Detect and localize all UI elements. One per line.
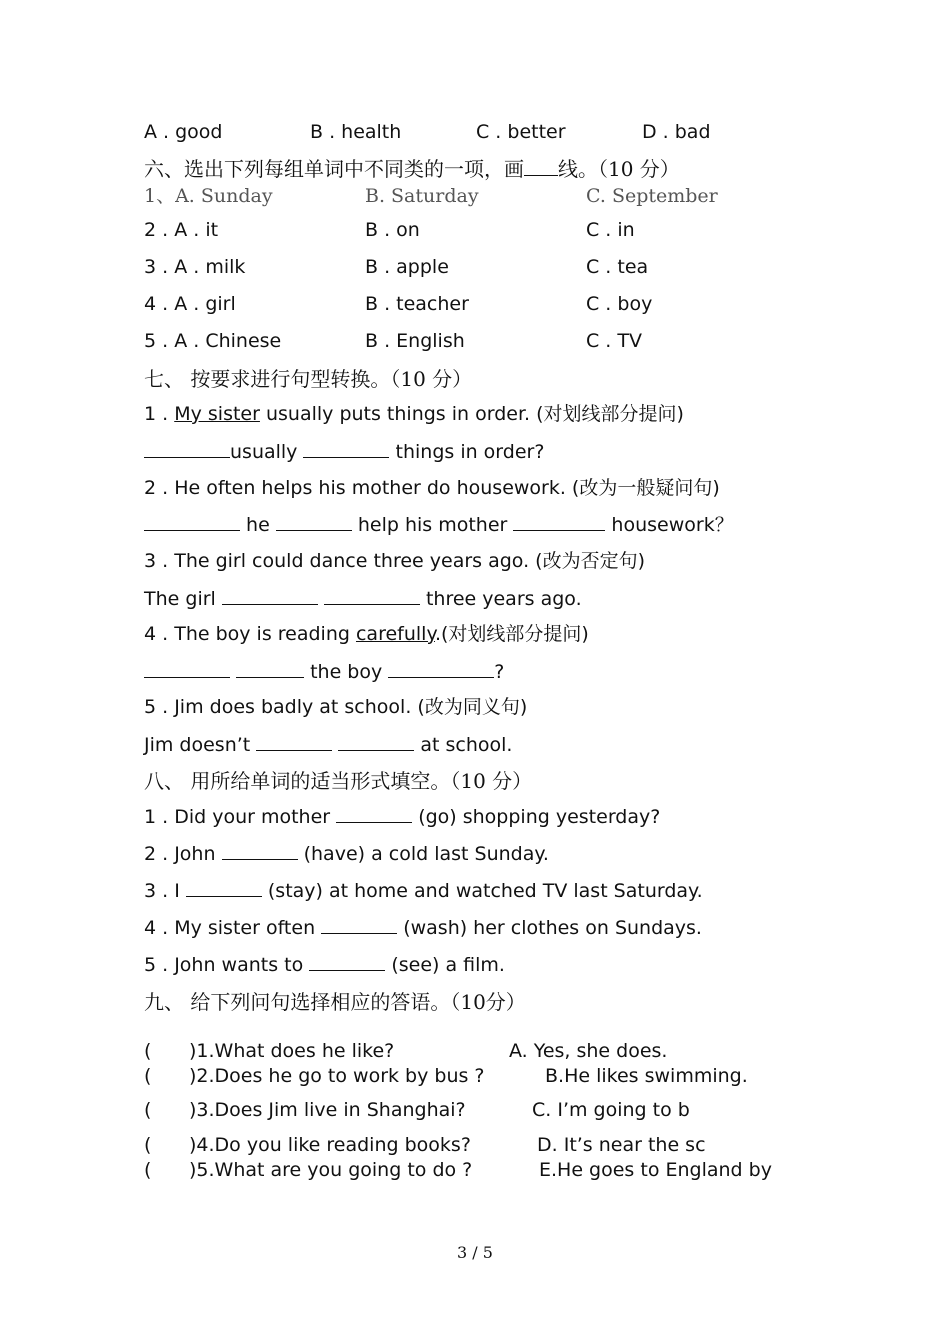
s6-row4-c: C . boy (586, 293, 653, 315)
section6-title-post: 线。（10 分） (558, 157, 680, 181)
answer-blank[interactable] (236, 659, 304, 678)
s7-a1-t2: things in order? (389, 441, 545, 463)
s8-item (144, 915, 702, 940)
section9-title: 九、 给下列问句选择相应的答语。（10分） (144, 990, 526, 1014)
s7-a1-t1: usually (230, 441, 304, 463)
s7-q5: 5 . Jim does badly at school. (改为同义句) (144, 696, 528, 718)
s8-item (144, 841, 549, 866)
s9-paren: ( (144, 1065, 152, 1087)
section6-title (144, 157, 680, 181)
s9-answer: C. I’m going to b (532, 1099, 690, 1121)
s7-q4 (144, 622, 589, 646)
s8-item3-post: (stay) at home and watched TV last Saturday. (261, 880, 703, 902)
s7-q1-rest: usually puts things in order. (对划线部分提问) (259, 403, 684, 425)
s9-answer: D. It’s near the sc (537, 1134, 706, 1156)
option-d: D . bad (642, 121, 711, 143)
option-c: C . better (476, 121, 566, 143)
s6-row3-a: 3 . A . milk (144, 256, 246, 278)
section8-title: 八、 用所给单词的适当形式填空。（10 分） (144, 769, 533, 793)
s8-item4-post: (wash) her clothes on Sundays. (397, 917, 702, 939)
s7-a4-t2: the boy (304, 661, 389, 683)
s9-question: )4.Do you like reading books? (189, 1134, 471, 1156)
s7-q4-underlined: carefully (355, 623, 435, 645)
s7-q1-underlined: My sister (174, 403, 260, 425)
s7-a2-t1: he (240, 514, 276, 536)
s8-item2-post: (have) a cold last Sunday. (297, 843, 549, 865)
s6-row1-b: B. Saturday (365, 185, 479, 207)
answer-blank[interactable] (388, 659, 494, 678)
s6-row2-c: C . in (586, 219, 635, 241)
answer-blank[interactable] (303, 439, 389, 458)
s7-a2-t2: help his mother (351, 514, 514, 536)
s8-item4-pre: 4 . My sister often (144, 917, 322, 939)
answer-blank[interactable] (144, 439, 230, 458)
s8-item1-pre: 1 . Did your mother (144, 806, 337, 828)
s8-item2-pre: 2 . John (144, 843, 222, 865)
s9-question: )3.Does Jim live in Shanghai? (189, 1099, 466, 1121)
s8-item (144, 878, 703, 903)
answer-blank[interactable] (144, 659, 230, 678)
s8-item5-pre: 5 . John wants to (144, 954, 310, 976)
s6-row4-a: 4 . A . girl (144, 293, 236, 315)
s7-a5-t1: Jim doesn’t (144, 734, 257, 756)
s7-q3: 3 . The girl could dance three years ago. (改为否定句) (144, 550, 645, 572)
answer-blank[interactable] (309, 952, 385, 971)
s6-row1-c: C. September (586, 185, 718, 207)
s7-a2 (144, 512, 734, 537)
s8-item5-post: (see) a film. (385, 954, 505, 976)
answer-blank[interactable] (256, 732, 332, 751)
s7-a5 (144, 732, 512, 757)
answer-blank[interactable] (321, 915, 397, 934)
s7-q1-num: 1 . (144, 403, 175, 425)
answer-blank[interactable] (513, 512, 605, 531)
s7-a4-t3: ? (494, 661, 505, 683)
option-a: A . good (144, 121, 223, 143)
s8-item (144, 804, 660, 829)
s8-item3-pre: 3 . I (144, 880, 186, 902)
s7-q1 (144, 402, 684, 426)
s6-row4-b: B . teacher (365, 293, 469, 315)
answer-blank[interactable] (338, 732, 414, 751)
s6-row1-a: 1、A. Sunday (144, 185, 273, 207)
s7-q2: 2 . He often helps his mother do housework. (改为一般疑问句) (144, 477, 720, 499)
s6-row5-b: B . English (365, 330, 465, 352)
s7-a3 (144, 586, 582, 611)
s9-question: )1.What does he like? (189, 1040, 395, 1062)
page-number: 3 / 5 (457, 1243, 493, 1262)
section7-title: 七、 按要求进行句型转换。（10 分） (144, 367, 473, 391)
s9-answer: E.He goes to England by (539, 1159, 772, 1181)
s6-row5-c: C . TV (586, 330, 642, 352)
s9-paren: ( (144, 1159, 152, 1181)
s8-item (144, 952, 505, 977)
s6-row3-c: C . tea (586, 256, 649, 278)
s9-paren: ( (144, 1099, 152, 1121)
answer-blank[interactable] (336, 804, 412, 823)
option-b: B . health (310, 121, 402, 143)
answer-blank[interactable] (186, 878, 262, 897)
s9-paren: ( (144, 1040, 152, 1062)
s9-answer: A. Yes, she does. (509, 1040, 668, 1062)
s7-a1 (144, 439, 544, 464)
s6-row3-b: B . apple (365, 256, 449, 278)
answer-blank[interactable] (324, 586, 420, 605)
section6-title-pre: 六、选出下列每组单词中不同类的一项，画 (144, 157, 524, 181)
s7-a2-t3: housework？ (605, 514, 734, 536)
title-blank (524, 157, 558, 176)
s7-a3-t3: three years ago. (419, 588, 582, 610)
s9-answer: B.He likes swimming. (545, 1065, 748, 1087)
s7-q4-rest: .(对划线部分提问) (434, 623, 589, 645)
answer-blank[interactable] (144, 512, 240, 531)
answer-blank[interactable] (276, 512, 352, 531)
answer-blank[interactable] (222, 586, 318, 605)
s7-q4-pre: 4 . The boy is reading (144, 623, 356, 645)
s9-paren: ( (144, 1134, 152, 1156)
s6-row2-a: 2 . A . it (144, 219, 219, 241)
answer-blank[interactable] (222, 841, 298, 860)
s8-item1-post: (go) shopping yesterday? (412, 806, 661, 828)
s9-question: )5.What are you going to do ? (189, 1159, 473, 1181)
s9-question: )2.Does he go to work by bus ? (189, 1065, 485, 1087)
s7-a3-t1: The girl (144, 588, 222, 610)
s6-row5-a: 5 . A . Chinese (144, 330, 282, 352)
s6-row2-b: B . on (365, 219, 420, 241)
s7-a4 (144, 659, 504, 684)
s7-a5-t3: at school. (414, 734, 513, 756)
